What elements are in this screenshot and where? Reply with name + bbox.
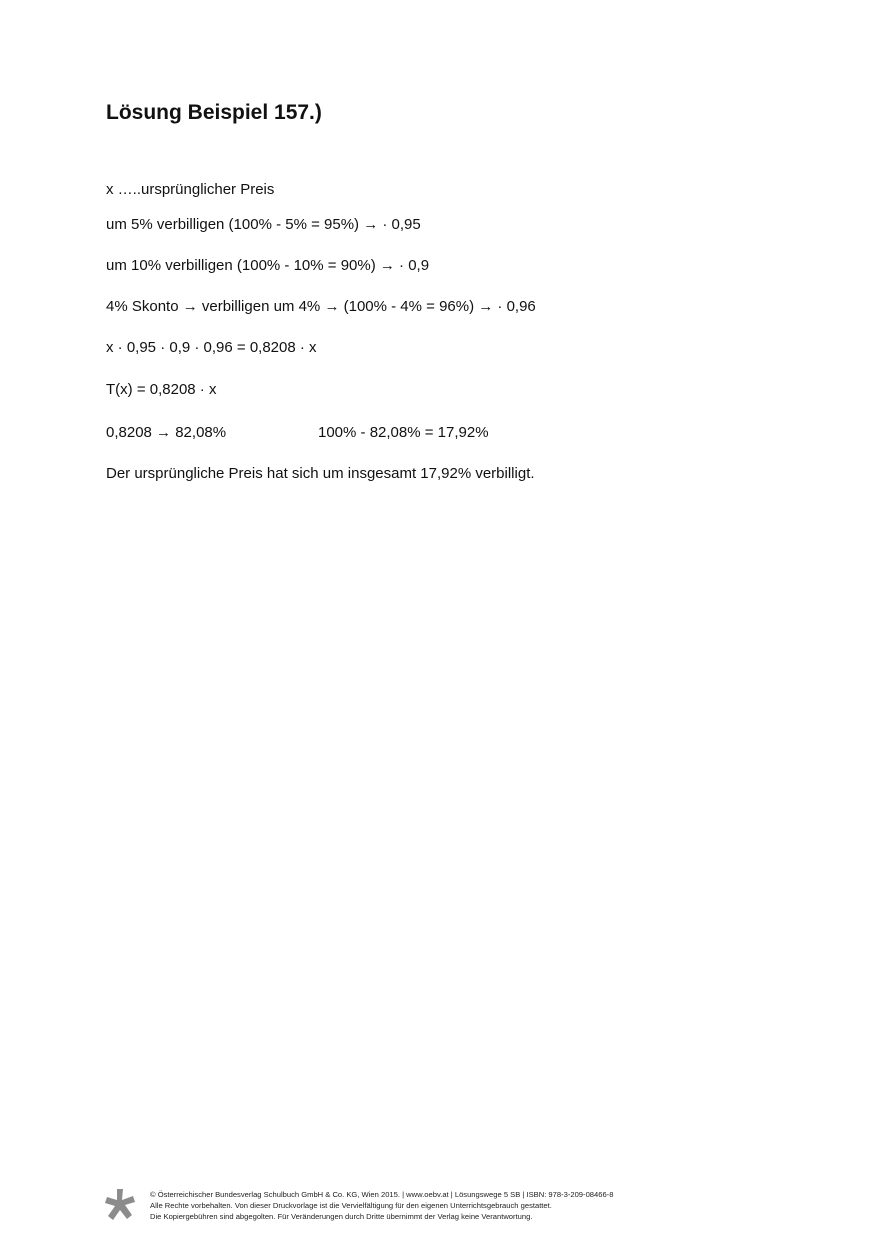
- percent-difference: 100% - 82,08% = 17,92%: [318, 424, 489, 441]
- answer-sentence: Der ursprüngliche Preis hat sich um insgesamt 17,92% verbilligt.: [106, 465, 535, 482]
- footer-copyright: [150, 1189, 613, 1222]
- term-equation: T(x) = 0,8208 · x: [106, 381, 217, 398]
- discount-5-line: um 5% verbilligen (100% - 5% = 95%) → · 0,95: [106, 216, 421, 233]
- page-title: Lösung Beispiel 157.): [106, 101, 322, 124]
- oebv-logo-icon: [104, 1188, 136, 1222]
- footer-line-3: Die Kopiergebühren sind abgegolten. Für Veränderungen durch Dritte übernimmt der Verlag keine Verantwortung.: [150, 1212, 533, 1221]
- skonto-line: 4% Skonto → verbilligen um 4% → (100% - 4% = 96%) → · 0,96: [106, 298, 536, 315]
- footer-line-2: Alle Rechte vorbehalten. Von dieser Druckvorlage ist die Vervielfältigung für den eigenen Unterrichtsgebrauch gestattet.: [150, 1201, 552, 1210]
- percent-conversion: 0,8208 → 82,08%: [106, 424, 227, 441]
- discount-10-line: um 10% verbilligen (100% - 10% = 90%) → · 0,9: [106, 257, 430, 274]
- product-equation: x · 0,95 · 0,9 · 0,96 = 0,8208 · x: [106, 339, 317, 356]
- footer-line-1: © Österreichischer Bundesverlag Schulbuch GmbH & Co. KG, Wien 2015. | www.oebv.at | Lösungswege 5 SB | ISBN: 978-3-209-08466-8: [150, 1190, 614, 1199]
- definition-line: x …..ursprünglicher Preis: [106, 181, 275, 198]
